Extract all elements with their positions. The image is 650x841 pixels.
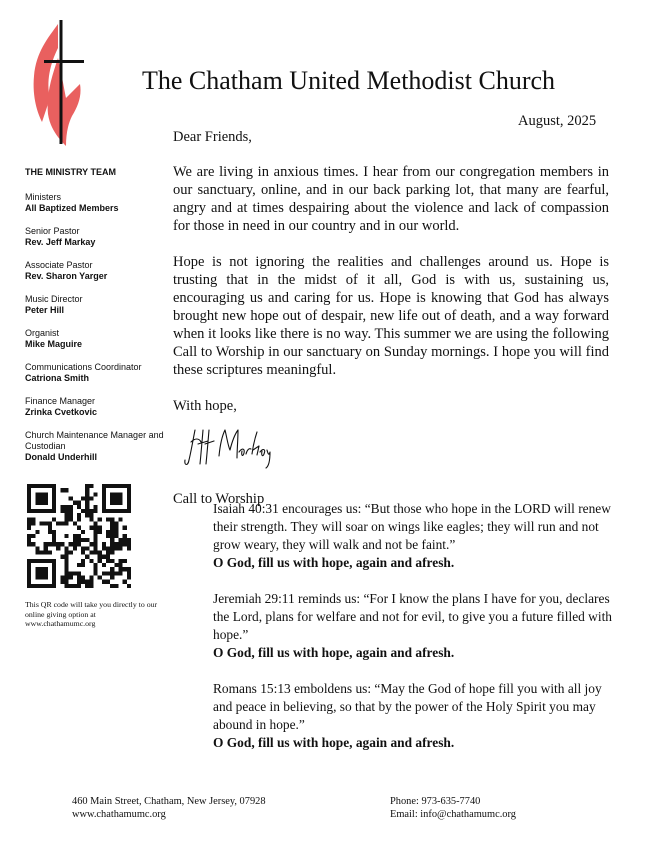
qr-module: [110, 538, 114, 542]
qr-module: [77, 571, 81, 575]
qr-module: [64, 488, 68, 492]
qr-module: [31, 542, 35, 546]
qr-module: [94, 563, 98, 567]
qr-module: [60, 555, 64, 559]
qr-module: [85, 484, 89, 488]
scripture-text: Jeremiah 29:11 reminds us: “For I know the plans I have for you, declares the Lord, plans for welfare and not for evil, to give you a future filled with hope.”: [213, 591, 612, 642]
qr-module: [106, 534, 110, 538]
qr-module: [64, 517, 68, 521]
qr-module: [39, 551, 43, 555]
qr-module: [85, 584, 89, 588]
member-name: Rev. Jeff Markay: [25, 237, 96, 247]
qr-module: [106, 580, 110, 584]
qr-module: [106, 571, 110, 575]
qr-module: [89, 576, 93, 580]
qr-module: [64, 555, 68, 559]
qr-module: [48, 542, 52, 546]
qr-caption: This QR code will take you directly to our online giving option at www.chathamumc.org: [25, 600, 158, 629]
qr-module: [106, 517, 110, 521]
signature: [181, 420, 273, 470]
qr-module: [98, 576, 102, 580]
qr-module: [64, 521, 68, 525]
qr-module: [127, 538, 131, 542]
qr-module: [106, 546, 110, 550]
qr-module: [81, 530, 85, 534]
qr-module: [44, 551, 48, 555]
member-name: Catriona Smith: [25, 373, 90, 383]
qr-module: [123, 580, 127, 584]
scripture-text: Isaiah 40:31 encourages us: “But those who hope in the LORD will renew their strength. They will soar on wings like eagles; they will run and not grow weary, they will walk and not be faint.”: [213, 501, 611, 552]
qr-module: [110, 521, 114, 525]
qr-module: [94, 551, 98, 555]
qr-module: [48, 521, 52, 525]
qr-module: [64, 576, 68, 580]
qr-finder-center: [35, 567, 47, 579]
qr-module: [110, 571, 114, 575]
qr-module: [77, 513, 81, 517]
qr-module: [77, 542, 81, 546]
member-name: Donald Underhill: [25, 452, 97, 462]
qr-module: [52, 534, 56, 538]
team-member: [25, 328, 165, 350]
team-member: [25, 294, 165, 316]
qr-module: [60, 580, 64, 584]
qr-finder-center: [35, 492, 47, 504]
scripture-reading: [213, 500, 613, 572]
qr-module: [94, 542, 98, 546]
qr-module: [64, 559, 68, 563]
qr-module: [98, 530, 102, 534]
qr-module: [73, 546, 77, 550]
qr-module: [123, 538, 127, 542]
team-member: [25, 362, 165, 384]
qr-module: [77, 576, 81, 580]
qr-module: [110, 559, 114, 563]
qr-module: [98, 526, 102, 530]
qr-module: [27, 517, 31, 521]
qr-module: [119, 563, 123, 567]
team-member: [25, 396, 165, 418]
qr-module: [110, 526, 114, 530]
qr-module: [94, 567, 98, 571]
qr-module: [48, 526, 52, 530]
qr-module: [98, 555, 102, 559]
qr-module: [102, 542, 106, 546]
qr-module: [123, 567, 127, 571]
qr-module: [114, 571, 118, 575]
qr-module: [64, 513, 68, 517]
qr-module: [127, 584, 131, 588]
qr-module: [114, 530, 118, 534]
qr-module: [73, 584, 77, 588]
qr-module: [60, 542, 64, 546]
member-name: Mike Maguire: [25, 339, 83, 349]
qr-module: [85, 580, 89, 584]
giving-qr-code[interactable]: [27, 484, 131, 588]
qr-module: [114, 521, 118, 525]
qr-module: [85, 501, 89, 505]
qr-module: [77, 563, 81, 567]
qr-module: [27, 538, 31, 542]
qr-module: [110, 530, 114, 534]
scripture-reading: [213, 680, 613, 752]
qr-module: [77, 580, 81, 584]
qr-module: [119, 517, 123, 521]
member-name: All Baptized Members: [25, 203, 119, 213]
qr-module: [77, 517, 81, 521]
qr-module: [102, 571, 106, 575]
qr-module: [64, 571, 68, 575]
qr-module: [94, 530, 98, 534]
qr-module: [81, 576, 85, 580]
qr-module: [98, 559, 102, 563]
team-member: [25, 192, 165, 214]
qr-module: [89, 526, 93, 530]
congregation-response: O God, fill us with hope, again and afresh.: [213, 735, 455, 750]
qr-module: [85, 505, 89, 509]
qr-module: [89, 584, 93, 588]
member-role: Music Director: [25, 294, 83, 304]
qr-module: [64, 509, 68, 513]
member-role: Ministers: [25, 192, 62, 202]
qr-module: [127, 576, 131, 580]
qr-module: [35, 546, 39, 550]
qr-module: [77, 534, 81, 538]
qr-module: [94, 538, 98, 542]
ministry-team-sidebar: [25, 167, 165, 475]
qr-module: [69, 505, 73, 509]
cross-vertical-bar: [60, 20, 63, 144]
qr-module: [114, 526, 118, 530]
qr-module: [77, 505, 81, 509]
member-name: Zrinka Cvetkovic: [25, 407, 98, 417]
qr-module: [94, 534, 98, 538]
qr-module: [64, 563, 68, 567]
qr-module: [52, 517, 56, 521]
qr-module: [73, 534, 77, 538]
email-link[interactable]: Email: info@chathamumc.org: [390, 809, 516, 821]
qr-module: [110, 551, 114, 555]
qr-module: [56, 542, 60, 546]
qr-module: [106, 551, 110, 555]
qr-module: [123, 534, 127, 538]
qr-module: [114, 563, 118, 567]
qr-module: [85, 496, 89, 500]
qr-module: [81, 509, 85, 513]
qr-module: [98, 551, 102, 555]
team-member: [25, 430, 165, 463]
letter-paragraph: Hope is not ignoring the realities and challenges around us. Hope is trusting that in the midst of it all, God is with us, sustaining us, encouraging us and caring for us. Hope is knowing that God has always brought new hope out of despair, new life out of death, and a way forward when it looks like there is no way. This summer we are using the following Call to Worship in our sanctuary on Sunday mornings. I hope you will find these scriptures meaningful.: [173, 254, 609, 378]
qr-module: [56, 546, 60, 550]
qr-module: [69, 517, 73, 521]
qr-module: [85, 492, 89, 496]
qr-module: [119, 567, 123, 571]
qr-module: [48, 551, 52, 555]
qr-module: [89, 580, 93, 584]
qr-module: [85, 509, 89, 513]
qr-module: [27, 521, 31, 525]
team-member: [25, 226, 165, 248]
qr-module: [102, 580, 106, 584]
qr-module: [127, 567, 131, 571]
ministry-team-heading: THE MINISTRY TEAM: [25, 167, 117, 177]
qr-finder-center: [110, 492, 122, 504]
qr-module: [35, 530, 39, 534]
qr-module: [60, 505, 64, 509]
qr-module: [94, 505, 98, 509]
qr-module: [73, 521, 77, 525]
qr-module: [94, 509, 98, 513]
letter-body: [173, 128, 609, 508]
qr-module: [110, 546, 114, 550]
qr-module: [69, 509, 73, 513]
qr-module: [64, 551, 68, 555]
qr-module: [56, 521, 60, 525]
qr-module: [85, 488, 89, 492]
qr-module: [77, 584, 81, 588]
qr-module: [94, 521, 98, 525]
qr-module: [110, 517, 114, 521]
qr-module: [102, 555, 106, 559]
team-member: [25, 260, 165, 282]
qr-module: [123, 526, 127, 530]
qr-module: [89, 517, 93, 521]
qr-module: [110, 542, 114, 546]
closing: With hope,: [173, 398, 237, 414]
qr-module: [119, 546, 123, 550]
qr-module: [31, 534, 35, 538]
qr-module: [127, 571, 131, 575]
qr-module: [60, 576, 64, 580]
qr-module: [52, 542, 56, 546]
qr-module: [110, 576, 114, 580]
qr-module: [119, 542, 123, 546]
qr-module: [127, 542, 131, 546]
qr-module: [81, 546, 85, 550]
qr-module: [77, 538, 81, 542]
flame-shape-lower: [48, 58, 81, 146]
qr-module: [89, 509, 93, 513]
qr-module: [114, 546, 118, 550]
member-role: Communications Coordinator: [25, 362, 142, 372]
qr-module: [89, 513, 93, 517]
qr-module: [89, 542, 93, 546]
qr-module: [44, 546, 48, 550]
qr-module: [123, 559, 127, 563]
phone-number: Phone: 973-635-7740: [390, 796, 481, 807]
qr-module: [89, 496, 93, 500]
member-role: Senior Pastor: [25, 226, 80, 236]
qr-module: [64, 534, 68, 538]
website-link[interactable]: www.chathamumc.org: [72, 809, 166, 821]
qr-module: [73, 542, 77, 546]
member-role: Finance Manager: [25, 396, 96, 406]
qr-module: [69, 542, 73, 546]
letter-date: August, 2025: [518, 113, 597, 129]
qr-module: [81, 559, 85, 563]
qr-module: [106, 530, 110, 534]
congregation-response: O God, fill us with hope, again and afresh.: [213, 555, 455, 570]
qr-module: [35, 551, 39, 555]
qr-module: [106, 555, 110, 559]
qr-module: [114, 542, 118, 546]
qr-module: [85, 513, 89, 517]
qr-module: [69, 513, 73, 517]
member-name: Rev. Sharon Yarger: [25, 271, 108, 281]
cross-horizontal-bar: [44, 60, 84, 63]
qr-module: [94, 546, 98, 550]
qr-module: [27, 542, 31, 546]
member-role: Organist: [25, 328, 60, 338]
qr-module: [73, 571, 77, 575]
qr-module: [89, 484, 93, 488]
qr-module: [89, 559, 93, 563]
qr-module: [69, 571, 73, 575]
qr-module: [69, 584, 73, 588]
qr-module: [94, 492, 98, 496]
call-to-worship-readings: [213, 500, 613, 770]
qr-module: [44, 542, 48, 546]
street-address: 460 Main Street, Chatham, New Jersey, 07928: [72, 796, 266, 807]
qr-module: [69, 551, 73, 555]
member-role: Church Maintenance Manager and Custodian: [25, 430, 164, 451]
footer-address-block: [72, 795, 266, 822]
qr-module: [52, 538, 56, 542]
call-to-worship-label: Call to Worship: [173, 491, 265, 507]
qr-module: [81, 496, 85, 500]
congregation-response: O God, fill us with hope, again and afresh.: [213, 645, 455, 660]
qr-module: [77, 526, 81, 530]
letter-paragraph: We are living in anxious times. I hear from our congregation members in our sanctuary, online, and in our back parking lot, that many are fearful, angry and at times despairing about the violence and lack of compassion for those in need in our country and in our world.: [173, 164, 609, 234]
qr-module: [31, 517, 35, 521]
qr-module: [114, 584, 118, 588]
qr-module: [102, 563, 106, 567]
qr-module: [73, 501, 77, 505]
qr-module: [64, 584, 68, 588]
qr-module: [60, 509, 64, 513]
qr-module: [114, 534, 118, 538]
qr-module: [39, 521, 43, 525]
qr-module: [60, 488, 64, 492]
footer-contact-block: [390, 795, 516, 822]
qr-module: [27, 534, 31, 538]
scripture-text: Romans 15:13 emboldens us: “May the God of hope fill you with all joy and peace in believing, so that by the power of the Holy Spirit you may abound in hope.”: [213, 681, 602, 732]
salutation: Dear Friends,: [173, 129, 252, 145]
qr-module: [119, 538, 123, 542]
cross-and-flame-logo: [28, 18, 88, 146]
qr-module: [73, 538, 77, 542]
member-role: Associate Pastor: [25, 260, 93, 270]
qr-module: [64, 546, 68, 550]
qr-module: [110, 534, 114, 538]
qr-module: [44, 521, 48, 525]
qr-module: [27, 526, 31, 530]
qr-module: [81, 563, 85, 567]
qr-module: [64, 580, 68, 584]
qr-module: [64, 505, 68, 509]
qr-module: [69, 496, 73, 500]
qr-module: [77, 501, 81, 505]
qr-module: [119, 571, 123, 575]
church-name: The Chatham United Methodist Church: [142, 66, 556, 95]
qr-module: [89, 551, 93, 555]
qr-module: [31, 521, 35, 525]
qr-module: [106, 559, 110, 563]
member-name: Peter Hill: [25, 305, 65, 315]
qr-module: [60, 521, 64, 525]
qr-module: [102, 546, 106, 550]
qr-module: [81, 551, 85, 555]
qr-module: [48, 530, 52, 534]
qr-module: [64, 567, 68, 571]
qr-module: [69, 576, 73, 580]
scripture-reading: [213, 590, 613, 662]
qr-module: [81, 580, 85, 584]
qr-module: [110, 567, 114, 571]
qr-module: [85, 555, 89, 559]
qr-module: [123, 542, 127, 546]
qr-module: [94, 571, 98, 575]
qr-module: [52, 530, 56, 534]
qr-module: [85, 546, 89, 550]
qr-module: [119, 559, 123, 563]
qr-module: [94, 526, 98, 530]
qr-module: [110, 584, 114, 588]
qr-module: [81, 538, 85, 542]
qr-module: [98, 517, 102, 521]
qr-module: [127, 546, 131, 550]
qr-module: [85, 538, 89, 542]
